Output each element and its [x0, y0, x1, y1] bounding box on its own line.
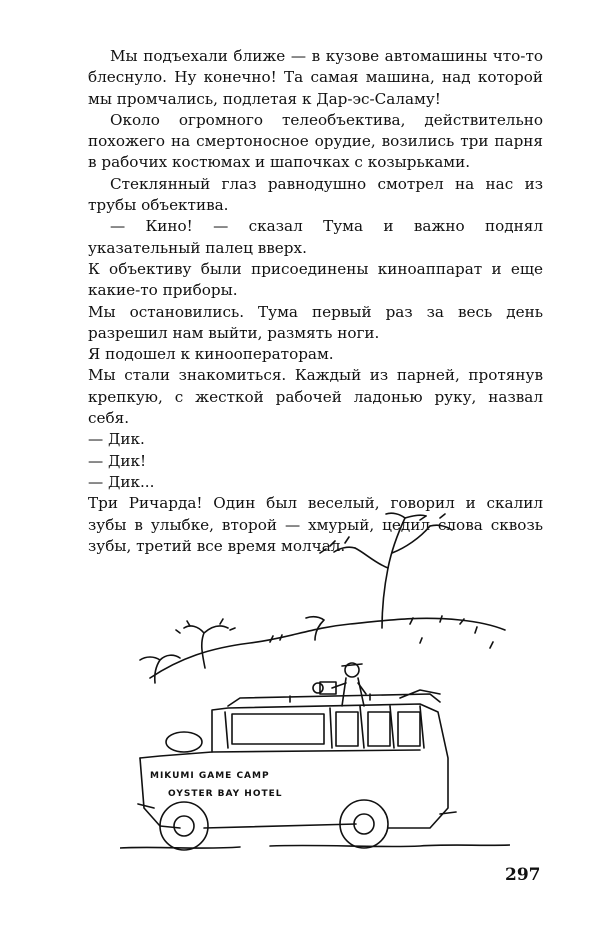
car-sign-line-1: MIKUMI GAME CAMP: [150, 771, 270, 781]
cameraman-figure: [313, 663, 366, 706]
paragraph-7: Я подошел к кинооператорам.: [88, 345, 334, 364]
paragraph-2: Около огромного телеобъектива, действительно похожего на смертоносное орудие, возились три парня в рабочих костюмах и шапочках с козырьками.: [88, 110, 543, 172]
paragraph-1: Мы подъехали ближе — в кузове автомашины что-то блеснуло. Ну конечно! Та самая машина, над которой мы промчались, подлетая к Дар-эс-Саламу!: [88, 47, 543, 108]
tree-icon: [320, 513, 452, 628]
paragraph-5: К объективу были присоединены киноаппарат и еще какие-то приборы.: [88, 259, 543, 300]
car-body: [138, 690, 456, 828]
ground-line: [120, 845, 510, 848]
car-sign-line-2: OYSTER BAY HOTEL: [168, 789, 283, 799]
paragraph-4: — Кино! — сказал Тума и важно поднял указательный палец вверх.: [88, 217, 543, 257]
bush-icon: [140, 617, 324, 683]
safari-car-illustration: [120, 508, 510, 870]
dialogue-line-3: — Дик...: [88, 472, 155, 491]
paragraph-3: Стеклянный глаз равнодушно смотрел на нас из трубы объектива.: [88, 174, 543, 215]
page-number: 297: [505, 865, 541, 885]
dialogue-line-2: — Дик!: [88, 451, 147, 470]
paragraph-12: Три Ричарда! Один был веселый, говорил и скалил зубы в улыбке, второй — хмурый, цедил слова сквозь зубы, третий все время молчал.: [88, 494, 543, 555]
paragraph-6: Мы остановились. Тума первый раз за весь день разрешил нам выйти, размять ноги.: [88, 302, 543, 342]
hill-line: [150, 618, 505, 678]
dialogue-line-1: — Дик.: [88, 430, 145, 449]
paragraph-8: Мы стали знакомиться. Каждый из парней, протянув крепкую, с жесткой рабочей ладонью руку, назвал себя.: [88, 366, 543, 428]
body-text: [88, 46, 543, 557]
